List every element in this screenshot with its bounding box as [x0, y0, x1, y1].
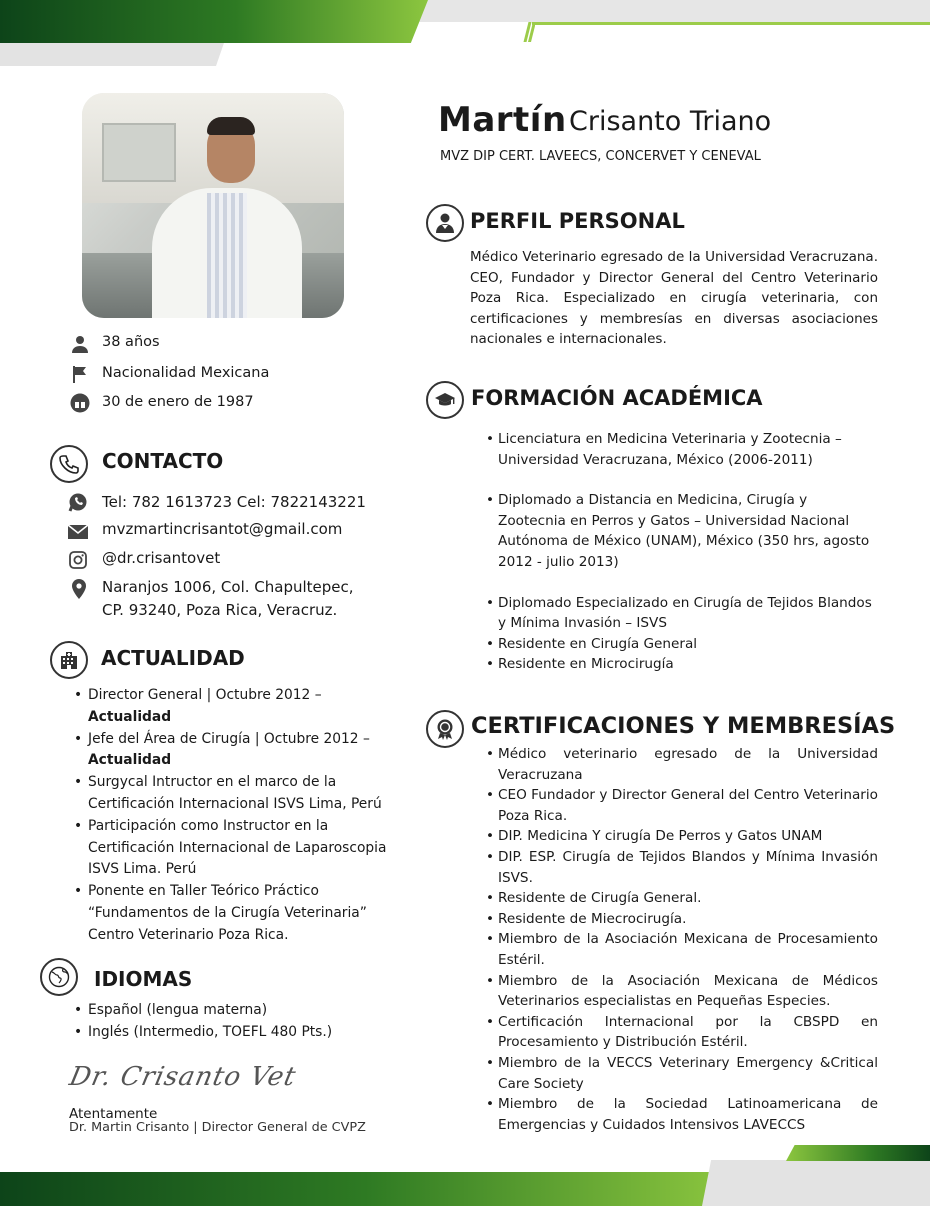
certification-item: • Residente de Cirugía General.	[482, 888, 878, 909]
language-item: • Inglés (Intermedio, TOEFL 480 Pts.)	[72, 1022, 412, 1044]
actualidad-item-text: Participación como Instructor en la Certificación Internacional de Laparoscopia ISVS Lima. Perú	[88, 817, 387, 878]
mail-icon	[67, 522, 89, 542]
age-text: 38 años	[102, 334, 160, 350]
certification-item: • CEO Fundador y Director General del Centro Veterinario Poza Rica.	[482, 785, 878, 826]
actualidad-item-text: Director General | Octubre 2012 –	[88, 687, 322, 703]
actualidad-item	[72, 685, 407, 729]
certification-item: • Miembro de la VECCS Veterinary Emergency &Critical Care Society	[482, 1053, 878, 1094]
graduation-cap-icon	[426, 381, 464, 419]
actualidad-item	[72, 816, 407, 881]
birthdate-text: 30 de enero de 1987	[102, 394, 254, 410]
certification-item: • Residente de Miecrocirugía.	[482, 909, 878, 930]
instagram-link[interactable]: @dr.crisantovet	[102, 549, 221, 567]
footer-band-gray	[702, 1160, 930, 1206]
signature-script: Dr. Crisanto Vet	[66, 1062, 299, 1092]
footer-band-green-right	[786, 1145, 930, 1161]
formacion-list	[482, 429, 878, 675]
calendar-icon	[70, 393, 90, 413]
header-band-green	[0, 0, 428, 43]
phone-text[interactable]: Tel: 782 1613723 Cel: 7822143221	[102, 493, 366, 511]
education-item: • Residente en Microcirugía	[482, 654, 878, 675]
language-item: • Español (lengua materna)	[72, 1000, 412, 1022]
actualidad-item	[72, 772, 407, 816]
certification-item: • Certificación Internacional por la CBSPD en Procesamiento y Distribución Estéril.	[482, 1012, 878, 1053]
signer-text: Dr. Martin Crisanto | Director General de CVPZ	[69, 1120, 366, 1135]
footer-band-green	[0, 1172, 730, 1206]
profile-photo	[82, 93, 344, 318]
first-name: Martín	[438, 100, 567, 140]
header-band-white-cut	[535, 24, 930, 40]
location-pin-icon	[69, 579, 89, 599]
phone-icon	[50, 445, 88, 483]
closing-text: Atentamente	[69, 1106, 158, 1122]
education-item: • Diplomado a Distancia en Medicina, Cirugía y Zootecnia en Perros y Gatos – Universidad Nacional Autónoma de México (UNAM), México (350 hrs, agosto 2012 - julio 2013)	[482, 490, 878, 572]
education-item: • Residente en Cirugía General	[482, 634, 878, 655]
instagram-icon	[68, 550, 88, 570]
person-icon	[70, 334, 90, 354]
whatsapp-icon	[68, 492, 88, 512]
education-item: • Diplomado Especializado en Cirugía de Tejidos Blandos y Mínima Invasión – ISVS	[482, 593, 878, 634]
actualidad-item	[72, 729, 407, 773]
award-icon	[426, 710, 464, 748]
globe-icon	[40, 958, 78, 996]
actualidad-list	[72, 685, 407, 947]
header-line-green-2	[532, 22, 930, 25]
address-line-2: CP. 93240, Poza Rica, Veracruz.	[102, 601, 338, 619]
actualidad-item	[72, 881, 407, 946]
actualidad-heading: ACTUALIDAD	[101, 646, 245, 670]
certification-item: • DIP. ESP. Cirugía de Tejidos Blandos y Mínima Invasión ISVS.	[482, 847, 878, 888]
nationality-text: Nacionalidad Mexicana	[102, 365, 270, 381]
perfil-text: Médico Veterinario egresado de la Universidad Veracruzana. CEO, Fundador y Director General del Centro Veterinario Poza Rica. Especializado en cirugía veterinaria, con certificaciones y membresías en diversas asociaciones nacionales e internacionales.	[470, 249, 878, 348]
idiomas-list	[72, 1000, 412, 1043]
flag-icon	[70, 364, 90, 384]
idiomas-heading: IDIOMAS	[94, 967, 193, 991]
perfil-heading: PERFIL PERSONAL	[470, 209, 685, 233]
header-band-gray-lower	[0, 40, 225, 66]
certificaciones-list	[482, 744, 878, 1135]
last-name: Crisanto Triano	[569, 106, 772, 137]
education-item: • Licenciatura en Medicina Veterinaria y Zootecnia – Universidad Veracruzana, México (2006-2011)	[482, 429, 878, 470]
certification-item: • Miembro de la Sociedad Latinoamericana de Emergencias y Cuidados Intensivos LAVECCS	[482, 1094, 878, 1135]
certification-item: • DIP. Medicina Y cirugía De Perros y Gatos UNAM	[482, 826, 878, 847]
hospital-icon	[50, 641, 88, 679]
doctor-icon	[426, 204, 464, 242]
actualidad-item-text: Jefe del Área de Cirugía | Octubre 2012 –	[88, 730, 370, 747]
address-line-1: Naranjos 1006, Col. Chapultepec,	[102, 578, 354, 596]
address	[102, 576, 354, 622]
formacion-heading: FORMACIÓN ACADÉMICA	[471, 386, 763, 410]
certification-item: • Médico veterinario egresado de la Universidad Veracruzana	[482, 744, 878, 785]
certification-item: • Miembro de la Asociación Mexicana de Procesamiento Estéril.	[482, 929, 878, 970]
actualidad-item-bold: Actualidad	[88, 752, 172, 769]
contact-heading: CONTACTO	[102, 449, 224, 473]
certificaciones-heading: CERTIFICACIONES Y MEMBRESÍAS	[471, 713, 896, 739]
certification-item: • Miembro de la Asociación Mexicana de Médicos Veterinarios especialistas en Pequeñas Especies.	[482, 971, 878, 1012]
credentials-subtitle: MVZ DIP CERT. LAVEECS, CONCERVET Y CENEVAL	[440, 149, 761, 164]
actualidad-item-text: Ponente en Taller Teórico Práctico “Fundamentos de la Cirugía Veterinaria” Centro Veterinario Poza Rica.	[88, 883, 367, 943]
actualidad-item-bold: Actualidad	[88, 708, 172, 725]
actualidad-item-text: Surgycal Intructor en el marco de la Certificación Internacional ISVS Lima, Perú	[88, 774, 382, 812]
email-link[interactable]: mvzmartincrisantot@gmail.com	[102, 520, 343, 538]
